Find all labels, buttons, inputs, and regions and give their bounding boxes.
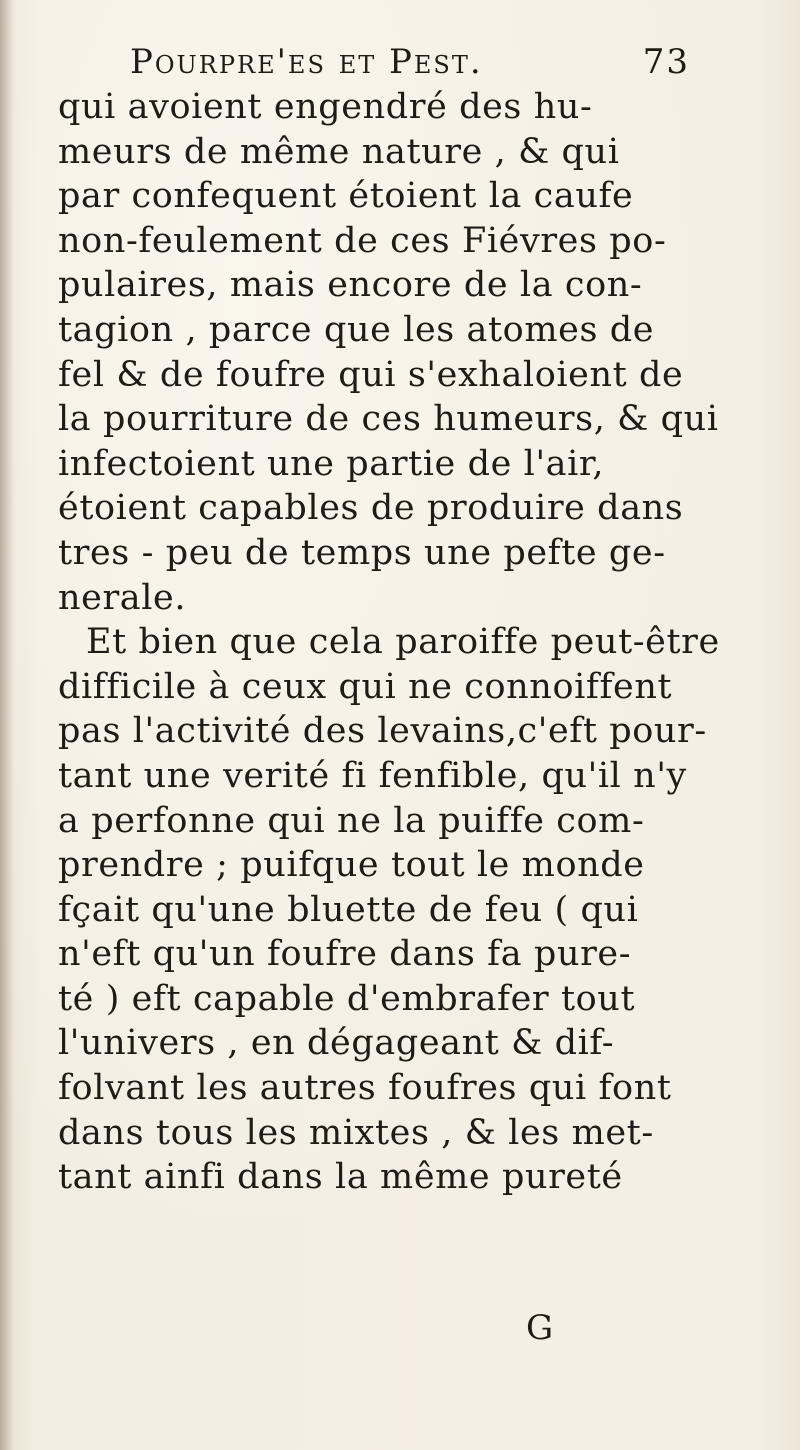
- text-line: té ) eft capable d'embrafer tout: [58, 978, 636, 1019]
- text-line: qui avoient engendré des hu-: [58, 87, 593, 127]
- text-line: tant ainfi dans la même pureté: [58, 1157, 623, 1198]
- text-line: pas l'activité des levains,c'eft pour-: [58, 711, 707, 752]
- text-line: fçait qu'une bluette de feu ( qui: [58, 889, 639, 930]
- text-line: infectoient une partie de l'air,: [58, 443, 605, 484]
- gutter-shadow: [0, 0, 14, 1450]
- text-line: tagion , parce que les atomes de: [58, 309, 655, 350]
- text-line: par confequent étoient la caufe: [58, 176, 634, 217]
- text-line: meurs de même nature , & qui: [58, 131, 620, 172]
- text-line: tant une verité fi fenfible, qu'il n'y: [58, 755, 687, 796]
- running-head: [130, 42, 690, 82]
- text-line: n'eft qu'un foufre dans fa pure-: [58, 934, 632, 975]
- text-line: fel & de foufre qui s'exhaloient de: [58, 354, 684, 395]
- text-line: tres - peu de temps une pefte ge-: [58, 532, 666, 573]
- text-line: folvant les autres foufres qui font: [58, 1068, 672, 1109]
- body-text: [58, 85, 718, 1200]
- text-line: dans tous les mixtes , & les met-: [58, 1112, 654, 1153]
- page-number: 73: [642, 42, 690, 82]
- text-line: étoient capables de produire dans: [58, 488, 684, 529]
- text-line: nerale.: [58, 577, 187, 618]
- signature-mark: G: [526, 1308, 554, 1348]
- paragraph-start-line: Et bien que cela paroiffe peut-être: [86, 622, 720, 663]
- text-line: la pourriture de ces humeurs, & qui: [58, 399, 719, 440]
- text-line: difficile à ceux qui ne connoiffent: [58, 666, 673, 707]
- text-line: l'univers , en dégageant & dif-: [58, 1023, 615, 1064]
- text-line: pulaires, mais encore de la con-: [58, 265, 643, 306]
- running-title: Pourpre'es et Pest.: [130, 42, 483, 82]
- text-line: a perfonne qui ne la puiffe com-: [58, 800, 645, 841]
- text-line: prendre ; puifque tout le monde: [58, 845, 645, 886]
- text-line: non-feulement de ces Fiévres po-: [58, 220, 667, 261]
